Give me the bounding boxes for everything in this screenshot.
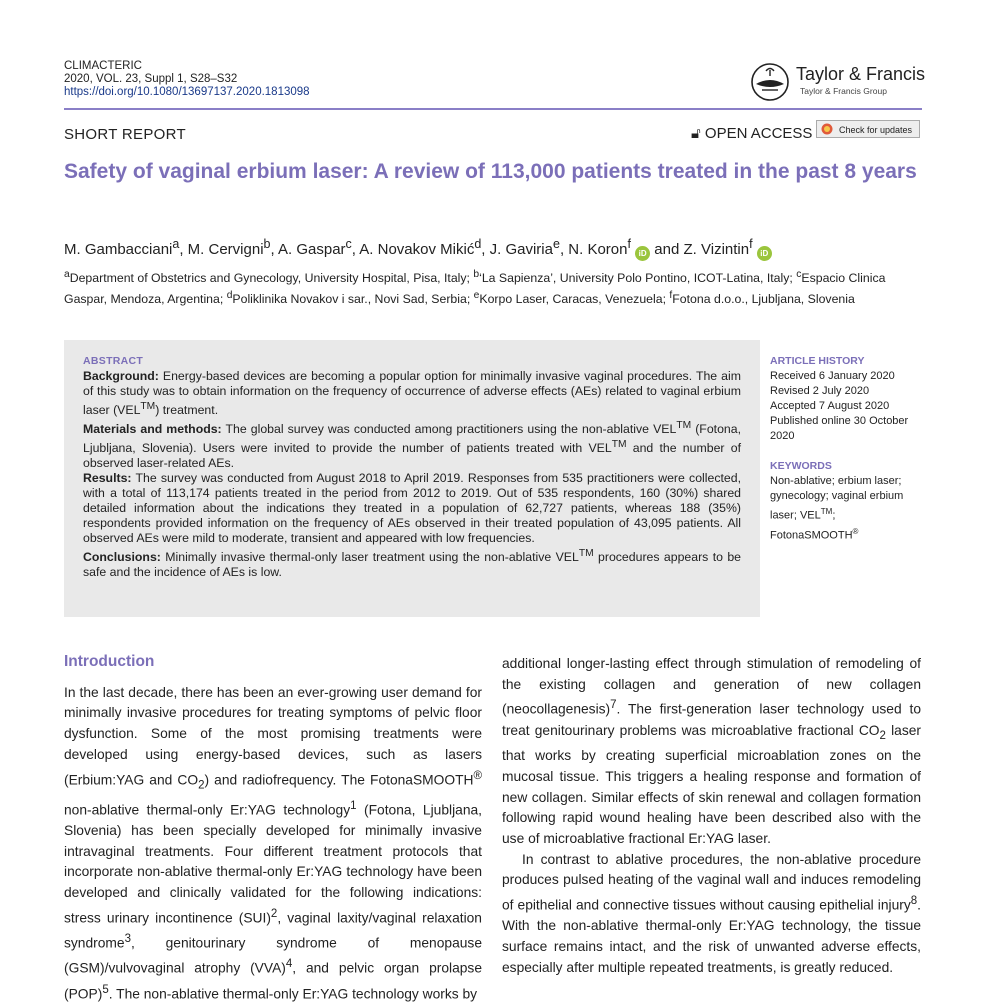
abstract — [83, 354, 741, 580]
author-name: M. Cervigni — [187, 241, 264, 258]
author-name: J. Gaviria — [489, 241, 553, 258]
author-name: A. Gaspar — [278, 241, 346, 258]
doi-link[interactable]: https://doi.org/10.1080/13697137.2020.1813098 — [64, 86, 310, 98]
affiliation-mark: e — [473, 290, 480, 302]
abstract-results: Results: The survey was conducted from August 2018 to April 2019. Responses from 535 practitioners were collected, with a total of 113,174 patients treated in the period from 2012 to 2019. Out of 535 respondents, 160 (30%) shared detailed information about the indications they treated in a population of 62,727 patients, whereas 188 (35%) respondents provided information on the frequency of AEs observed in their treated population of 43,095 patients. All observed AEs were mild to moderate, transient and appeared with low frequencies. — [83, 471, 741, 546]
author-name: Z. Vizintin — [683, 241, 750, 258]
history-accepted: Accepted 7 August 2020 — [770, 400, 890, 412]
intro-paragraph-1: In the last decade, there has been an ever-growing user demand for minimally invasive procedures for treating symptoms of pelvic floor dysfunction. Some of the most promising treatments were developed using energy-based devices, such as lasers (Erbium:YAG and $CO_2$) and radiofrequency. The FotonaSMOOTH® non-ablative thermal-only Er:YAG technology$^1$ (Fotona, Ljubljana, Slovenia) has been specially developed for minimally invasive intravaginal treatments. Four different treatment protocols that incorporate non-ablative thermal-only Er:YAG technology have been developed and clinically validated for the following indications: stress urinary incontinence (SUI)$^2$, vaginal laxity/vaginal relaxation syndrome$^3$, genitourinary syndrome of menopause (GSM)/vulvovaginal atrophy (VVA)$^4$, and pelvic organ prolapse (POP)$^5$. The non-ablative thermal-only Er:YAG technology works by — [64, 684, 483, 1002]
author-affiliation-mark: f — [749, 237, 753, 251]
history-revised: Revised 2 July 2020 — [770, 385, 870, 397]
author-affiliation-mark: b — [263, 237, 271, 251]
journal-info — [64, 60, 310, 99]
author-affiliation-mark: d — [474, 237, 482, 251]
crossmark-icon — [821, 123, 833, 135]
header-divider — [64, 108, 922, 110]
check-updates-button[interactable] — [816, 120, 920, 138]
intro-paragraph-2: additional longer-lasting effect through stimulation of remodeling of the existing collagen and generation of new collagen (neocollagenesis)$^7$. The first-generation laser technology used to treat genitourinary problems was microablative fractional $CO_2$ laser that works by creating superficial microablation zones on the mucosal tissue. This triggers a healing response and formation of new collagen. Similar effects of skin renewal and collagen formation following rapid wound healing have been described also with the use of microablative fractional Er:YAG laser. — [502, 656, 921, 846]
intro-right-column — [502, 654, 921, 978]
affiliations — [64, 266, 924, 308]
author-name: A. Novakov Mikić — [359, 241, 475, 258]
author-affiliation-mark: c — [345, 237, 352, 251]
intro-left-column — [64, 652, 482, 1005]
affiliation-text: ‘La Sapienza’, University Polo Pontino, ICOT-Latina, Italy; — [479, 271, 797, 286]
orcid-icon[interactable]: iD — [757, 246, 772, 261]
orcid-icon[interactable]: iD — [635, 246, 650, 261]
affiliation-text: Espacio Clinica Gaspar, Mendoza, Argentina; — [64, 271, 886, 307]
section-heading-introduction: Introduction — [64, 653, 155, 670]
affiliation-mark: d — [226, 290, 233, 302]
article-history — [770, 354, 930, 444]
article-title: Safety of vaginal erbium laser: A review of 113,000 patients treated in the past 8 years — [64, 160, 917, 183]
open-access-label — [691, 125, 812, 142]
keywords — [770, 459, 922, 543]
affiliation-text: Department of Obstetrics and Gynecology, University Hospital, Pisa, Italy; — [69, 271, 474, 286]
check-updates-label: Check for updates — [839, 125, 913, 135]
abstract-heading: ABSTRACT — [83, 355, 144, 367]
author-affiliation-mark: a — [172, 237, 180, 251]
intro-paragraph-3: In contrast to ablative procedures, the non-ablative procedure produces pulsed heating of the vaginal wall and induces remodeling of epithelial and connective tissues without causing epithelial injury$^8$. With the non-ablative thermal-only Er:YAG technology, the tissue surface remains intact, and the risk of unwanted adverse effects, especially after multiple repeated treatments, is greatly reduced. — [502, 851, 921, 975]
keywords-text: Non-ablative; erbium laser; gynecology; vaginal erbium laser; VEL™; FotonaSMOOTH® — [770, 475, 904, 542]
journal-name: CLIMACTERIC — [64, 60, 142, 72]
affiliation-text: Poliklinika Novakov i sar., Novi Sad, Serbia; — [232, 292, 474, 307]
affiliation-text: Fotona d.o.o., Ljubljana, Slovenia — [672, 292, 855, 307]
author-list: M. Gambacciani$^a$, M. Cervigni$^b$, A. Gaspar$^c$, A. Novakov Mikić$^d$, J. Gaviria$^e$, N. Koron$^f$ iD and Z. Vizintin$^f$ iD — [64, 234, 772, 261]
publisher-name: Taylor & Francis — [796, 64, 926, 84]
open-access-text: OPEN ACCESS — [704, 125, 813, 142]
author-name: N. Koron — [568, 241, 628, 258]
history-received: Received 6 January 2020 — [770, 370, 895, 382]
author-affiliation-mark: e — [552, 237, 560, 251]
abstract-conclusions: Conclusions: Minimally invasive thermal-only laser treatment using the non-ablative VEL™ procedures appears to be safe and the incidence of AEs is low. — [83, 548, 741, 580]
abstract-methods: Materials and methods: The global survey was conducted among practitioners using the non-ablative VEL™ (Fotona, Ljubljana, Slovenia). Users were invited to provide the number of patients treated with VEL™ and the number of observed laser-related AEs. — [83, 420, 742, 471]
affiliation-mark: c — [796, 269, 802, 280]
history-published: Published online 30 October 2020 — [770, 415, 909, 442]
publisher-group: Taylor & Francis Group — [800, 86, 887, 96]
article-type: SHORT REPORT — [64, 126, 186, 143]
affiliation-text: Korpo Laser, Caracas, Venezuela; — [479, 292, 670, 307]
keywords-heading: KEYWORDS — [770, 460, 832, 472]
lamp-icon — [750, 62, 792, 102]
affiliation-mark: b — [473, 269, 480, 280]
affiliation-mark: f — [669, 290, 673, 302]
affiliation-mark: a — [64, 269, 70, 280]
abstract-background: Background: Energy-based devices are becoming a popular option for minimally invasive vaginal procedures. The aim of this study was to obtain information on the frequency of occurrence of adverse effects (AEs) related to vaginal erbium laser (VEL™) treatment. — [83, 369, 741, 418]
journal-issue: 2020, VOL. 23, Suppl 1, S28–S32 — [64, 73, 238, 85]
history-heading: ARTICLE HISTORY — [770, 355, 865, 367]
open-lock-icon: 🔓︎ — [691, 125, 701, 142]
author-name: M. Gambacciani — [64, 241, 173, 258]
author-affiliation-mark: f — [627, 237, 631, 251]
